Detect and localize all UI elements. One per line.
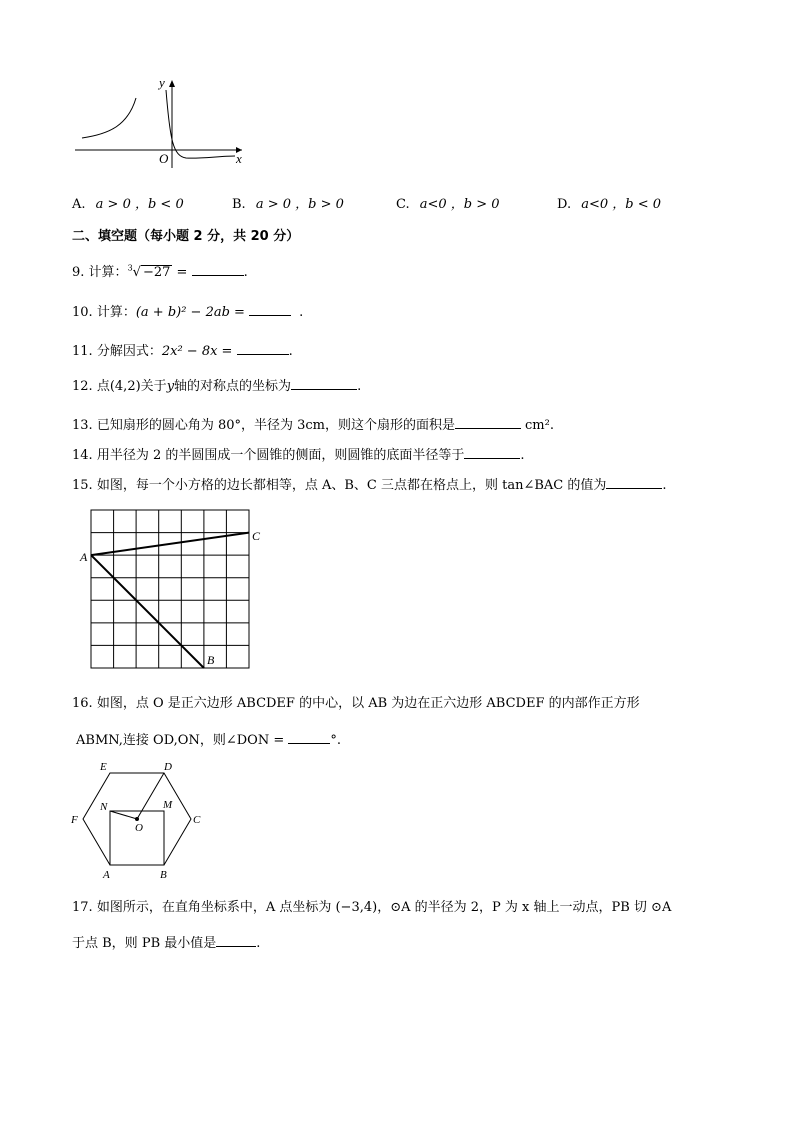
svg-text:A: A bbox=[103, 869, 110, 881]
svg-text:E: E bbox=[100, 761, 107, 773]
label-c: C bbox=[252, 529, 261, 543]
question-13: 13. 已知扇形的圆心角为 80°，半径为 3cm，则这个扇形的面积是 cm². bbox=[72, 418, 554, 433]
hexagon-figure bbox=[68, 758, 213, 883]
center-point bbox=[135, 817, 139, 821]
x-axis-label: x bbox=[236, 151, 242, 166]
question-12: 12. 点(4,2)关于y轴的对称点的坐标为 . bbox=[72, 379, 362, 394]
svg-text:N: N bbox=[100, 801, 108, 813]
svg-text:C: C bbox=[193, 814, 201, 826]
question-15: 15. 如图，每一个小方格的边长都相等，点 A、B、C 三点都在格点上，则 tan∠BAC 的值为 . bbox=[72, 478, 667, 493]
svg-text:F: F bbox=[71, 814, 78, 826]
choice-d: D. a<0 ，b < 0 bbox=[557, 197, 662, 212]
answer-blank-16[interactable] bbox=[288, 731, 330, 744]
function-graph bbox=[70, 70, 250, 170]
segment-ab bbox=[91, 555, 204, 668]
question-14: 14. 用半径为 2 的半圆围成一个圆锥的侧面，则圆锥的底面半径等于 . bbox=[72, 448, 525, 463]
segment-od bbox=[137, 773, 164, 819]
segment-on bbox=[110, 811, 137, 819]
answer-blank-12[interactable] bbox=[291, 377, 357, 390]
svg-text:M: M bbox=[163, 799, 173, 811]
grid-figure bbox=[78, 505, 268, 675]
answer-blank-14[interactable] bbox=[464, 446, 520, 459]
label-a: A bbox=[80, 550, 88, 564]
choice-a: A. a > 0 ，b < 0 bbox=[72, 197, 184, 212]
answer-blank-15[interactable] bbox=[606, 476, 662, 489]
question-16-line-2: ABMN,连接 OD,ON，则∠DON = °. bbox=[76, 733, 341, 748]
answer-blank-9[interactable] bbox=[192, 263, 244, 276]
choice-c: C. a<0 ，b > 0 bbox=[396, 197, 500, 212]
answer-blank-11[interactable] bbox=[237, 342, 289, 355]
question-11: 11. 分解因式：2x² − 8x = . bbox=[72, 344, 293, 359]
svg-text:B: B bbox=[160, 869, 167, 881]
svg-text:D: D bbox=[164, 761, 172, 773]
section-title: 二、填空题（每小题 2 分，共 20 分） bbox=[72, 229, 300, 244]
svg-text:O: O bbox=[135, 822, 143, 834]
answer-blank-10[interactable] bbox=[249, 303, 291, 316]
segment-ac bbox=[91, 533, 249, 556]
choice-b: B. a > 0 ，b > 0 bbox=[232, 197, 344, 212]
question-17-line-1: 17. 如图所示，在直角坐标系中，A 点坐标为 (−3,4)，⊙A 的半径为 2，P 为 x 轴上一动点，PB 切 ⊙A bbox=[72, 900, 672, 915]
label-b: B bbox=[207, 653, 215, 667]
y-axis-label: y bbox=[159, 75, 165, 90]
question-9: 9. 计算：$^3$√ −27 = . bbox=[72, 263, 248, 280]
question-10: 10. 计算：(a + b)² − 2ab = . bbox=[72, 305, 304, 320]
origin-label: O bbox=[159, 151, 169, 166]
question-16-line-1: 16. 如图，点 O 是正六边形 ABCDEF 的中心，以 AB 为边在正六边形 ABCDEF 的内部作正方形 bbox=[72, 696, 640, 711]
question-17-line-2: 于点 B，则 PB 最小值是 . bbox=[72, 936, 261, 951]
answer-blank-17[interactable] bbox=[216, 934, 256, 947]
answer-blank-13[interactable] bbox=[455, 416, 521, 429]
